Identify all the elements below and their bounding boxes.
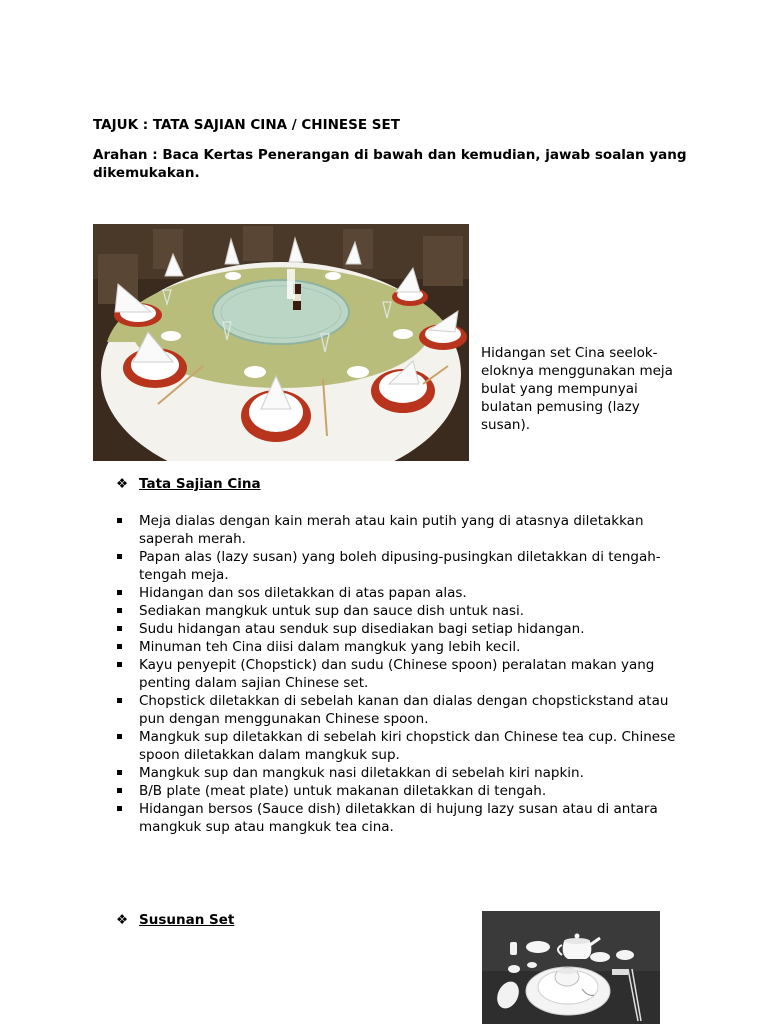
chinese-set-photo — [482, 911, 660, 1024]
list-item: B/B plate (meat plate) untuk makanan diletakkan di tengah. — [116, 782, 676, 800]
list-item: Meja dialas dengan kain merah atau kain putih yang di atasnya diletakkan saperah merah. — [116, 512, 676, 548]
section-heading-text: Tata Sajian Cina — [139, 476, 261, 492]
instruction-text: Arahan : Baca Kertas Penerangan di bawah dan kemudian, jawab soalan yang dikemukakan. — [93, 147, 687, 181]
section-heading-susunan-set — [116, 912, 234, 928]
photo-caption: Hidangan set Cina seelok-eloknya menggunakan meja bulat yang mempunyai bulatan pemusing (lazy susan). — [481, 345, 673, 433]
round-table-photo — [93, 224, 469, 461]
list-item: Minuman teh Cina diisi dalam mangkuk yang lebih kecil. — [116, 638, 676, 656]
diamond-bullet-icon: ❖ — [116, 912, 129, 928]
list-item: Sediakan mangkuk untuk sup dan sauce dish untuk nasi. — [116, 602, 676, 620]
list-item: Hidangan bersos (Sauce dish) diletakkan di hujung lazy susan atau di antara mangkuk sup atau mangkuk tea cina. — [116, 800, 676, 836]
section-heading-text: Susunan Set — [139, 912, 235, 928]
section-heading-tata-sajian — [116, 476, 261, 492]
list-item: Mangkuk sup diletakkan di sebelah kiri chopstick dan Chinese tea cup. Chinese spoon diletakkan dalam mangkuk sup. — [116, 728, 676, 764]
list-item: Sudu hidangan atau senduk sup disediakan bagi setiap hidangan. — [116, 620, 676, 638]
bullet-list — [116, 512, 676, 836]
list-item: Chopstick diletakkan di sebelah kanan dan dialas dengan chopstickstand atau pun dengan menggunakan Chinese spoon. — [116, 692, 676, 728]
list-item: Hidangan dan sos diletakkan di atas papan alas. — [116, 584, 676, 602]
page-title: TAJUK : TATA SAJIAN CINA / CHINESE SET — [93, 117, 400, 133]
list-item: Mangkuk sup dan mangkuk nasi diletakkan di sebelah kiri napkin. — [116, 764, 676, 782]
list-item: Kayu penyepit (Chopstick) dan sudu (Chinese spoon) peralatan makan yang penting dalam sajian Chinese set. — [116, 656, 676, 692]
list-item: Papan alas (lazy susan) yang boleh dipusing-pusingkan diletakkan di tengah-tengah meja. — [116, 548, 676, 584]
diamond-bullet-icon: ❖ — [116, 476, 129, 492]
